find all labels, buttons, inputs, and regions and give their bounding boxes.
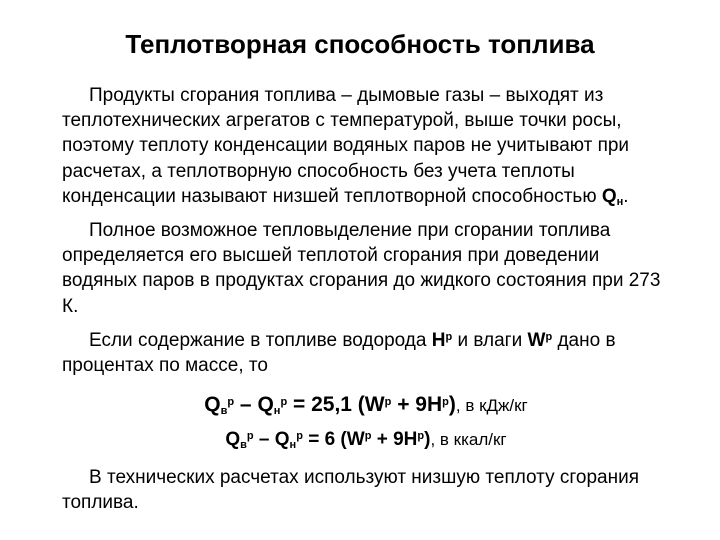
paragraph-text: дано в процентах по массе, то [62,329,616,377]
paragraph-text: и влаги [452,329,528,351]
h-superscript: р [445,330,453,343]
paragraph-text: Если содержание в топливе водорода [89,329,432,351]
h-symbol: H [431,329,446,351]
paragraph-higher-heat-value [62,218,670,319]
paragraph-composition [62,328,670,378]
formula-expression: $Q_в^р - Q_н^р = 25,1$ $(W^р + 9H^р)$ [204,393,456,418]
slide-body [62,83,670,516]
paragraph-text: Продукты сгорания топлива – дымовые газы – выходят из теплотехнических агрегатов с температурой, выше точки росы, поэтому теплоту конденсации водяных паров не учитывают при расчетах, а теплотворную способность без учета теплоты конденсации называют низшей теплотворной способностью [62,85,630,207]
formula-unit: , в ккал/кг [430,430,507,450]
w-symbol: W [527,329,546,351]
formula-unit: , в кДж/кг [455,396,528,416]
formula-kcal [62,423,670,457]
paragraph-text: Полное возможное тепловыделение при сгорании топлива определяется его высшей теплотой сгорания при доведении водяных паров в продуктах сгорания до жидкого состояния при 273 К. [62,220,661,317]
q-subscript: н [616,195,624,208]
paragraph-text: В технических расчетах используют низшую теплоту сгорания топлива. [62,467,639,514]
paragraph-end: . [623,185,629,207]
formula-kj [62,388,670,423]
q-symbol: Q [601,185,617,207]
formula-expression: $Q_в^р - Q_н^р = 6$ $(W^р + 9H^р)$ [225,429,431,452]
paragraph-technical-calc [62,465,670,515]
w-superscript: р [545,330,553,343]
paragraph-lower-heat-value [62,83,670,209]
slide-title: Теплотворная способность топлива [125,29,595,59]
